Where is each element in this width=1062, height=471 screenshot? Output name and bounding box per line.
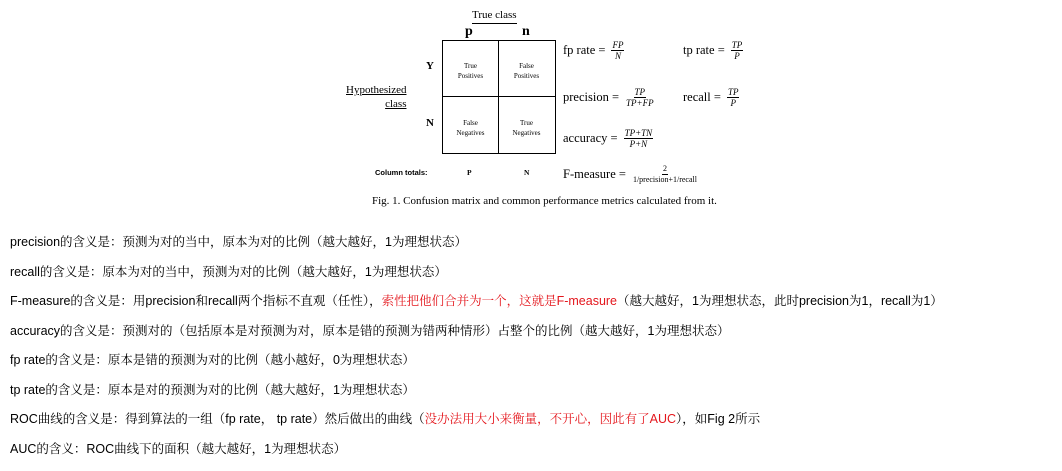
- cell-fp-line2: Positives: [513, 72, 540, 80]
- f-measure-numerator: 2: [662, 164, 667, 173]
- hypothesized-line1: Hypothesized: [346, 84, 407, 96]
- metric-accuracy: [563, 128, 653, 149]
- cell-fp-line1: False: [519, 62, 534, 70]
- fp-rate-label: fp rate =: [563, 43, 606, 57]
- fp-rate-denominator: N: [614, 51, 621, 61]
- accuracy-numerator: TP+TN: [624, 128, 653, 138]
- column-total-n: N: [524, 168, 530, 177]
- cell-true-negatives: [499, 118, 554, 138]
- cell-false-positives: [499, 61, 554, 81]
- tp-rate-label: tp rate =: [683, 43, 725, 57]
- line-fp-rate: fp rate的含义是：原本是错的预测为对的比例（越小越好，0为理想状态）: [10, 353, 415, 367]
- explanation-lines: [10, 232, 1055, 468]
- precision-denominator: TP+FP: [626, 98, 654, 108]
- column-p-header: p: [465, 24, 473, 39]
- true-class-text: True class: [472, 9, 517, 21]
- metric-f-measure: [563, 164, 698, 185]
- metric-fp-rate: [563, 40, 624, 61]
- column-total-p: P: [467, 168, 472, 177]
- column-totals-label: Column totals:: [375, 168, 428, 177]
- row-n-header: N: [426, 117, 434, 129]
- cell-true-positives: [443, 61, 498, 81]
- precision-fraction: [625, 87, 655, 108]
- cell-fn-line1: False: [463, 119, 478, 127]
- line-f-measure: [10, 291, 1055, 321]
- line-auc: AUC的含义：ROC曲线下的面积（越大越好，1为理想状态）: [10, 441, 347, 456]
- metric-tp-rate: [683, 40, 743, 61]
- metric-precision: [563, 87, 655, 108]
- row-y-header: Y: [426, 60, 434, 72]
- fp-rate-numerator: FP: [612, 40, 624, 50]
- matrix-divider-horizontal: [443, 96, 555, 97]
- precision-numerator: TP: [634, 87, 646, 97]
- roc-text-b: ），如Fig 2所示: [676, 412, 761, 426]
- tp-rate-fraction: [731, 40, 744, 61]
- accuracy-label: accuracy =: [563, 131, 618, 145]
- recall-label: recall =: [683, 90, 721, 104]
- cell-tp-line2: Positives: [457, 72, 484, 80]
- metric-recall: [683, 87, 739, 108]
- recall-numerator: TP: [727, 87, 739, 97]
- roc-text-a: ROC曲线的含义是：得到算法的一组（fp rate， tp rate）然后做出的曲线（: [10, 412, 425, 426]
- line-tp-rate: tp rate的含义是：原本是对的预测为对的比例（越大越好，1为理想状态）: [10, 382, 415, 397]
- true-class-underline: [472, 23, 517, 24]
- accuracy-fraction: [624, 128, 654, 149]
- f-measure-text-b: （越大越好，1为理想状态，此时precision为1，recall为1）: [617, 294, 943, 308]
- line-roc: [10, 409, 1055, 439]
- cell-tn-line1: True: [520, 119, 533, 127]
- f-measure-text-a: F-measure的含义是：用precision和recall两个指标不直观（任性），: [10, 294, 382, 308]
- recall-denominator: P: [730, 98, 736, 108]
- cell-false-negatives: [443, 118, 498, 138]
- tp-rate-denominator: P: [734, 51, 740, 61]
- hypothesized-line2: class: [385, 98, 407, 110]
- line-precision: precision的含义是：预测为对的当中，原本为对的比例（越大越好，1为理想状态）: [10, 235, 467, 249]
- cell-tn-line2: Negatives: [512, 129, 541, 137]
- line-recall: recall的含义是：原本为对的当中，预测为对的比例（越大越好，1为理想状态）: [10, 264, 447, 279]
- recall-fraction: [727, 87, 740, 108]
- true-class-label: [472, 9, 517, 21]
- f-measure-denominator: 1/precision+1/recall: [632, 175, 697, 184]
- confusion-matrix-figure: [0, 0, 1062, 215]
- hypothesized-class-label: [346, 83, 406, 111]
- precision-label: precision =: [563, 90, 619, 104]
- figure-caption: Fig. 1. Confusion matrix and common performance metrics calculated from it.: [372, 195, 717, 207]
- tp-rate-numerator: TP: [731, 40, 743, 50]
- f-measure-text-red: 索性把他们合并为一个，这就是F-measure: [381, 294, 618, 308]
- line-accuracy: accuracy的含义是：预测对的（包括原本是对预测为对，原本是错的预测为错两种情形）占整个的比例（越大越好，1为理想状态）: [10, 323, 730, 338]
- f-measure-label: F-measure =: [563, 167, 626, 181]
- column-n-header: n: [522, 24, 530, 39]
- accuracy-denominator: P+N: [629, 139, 648, 149]
- roc-text-red: 没办法用大小来衡量，不开心，因此有了AUC: [424, 412, 677, 426]
- fp-rate-fraction: [611, 40, 624, 61]
- cell-tp-line1: True: [464, 62, 477, 70]
- f-measure-fraction: [632, 164, 698, 185]
- confusion-matrix-grid: [442, 40, 556, 154]
- cell-fn-line2: Negatives: [456, 129, 485, 137]
